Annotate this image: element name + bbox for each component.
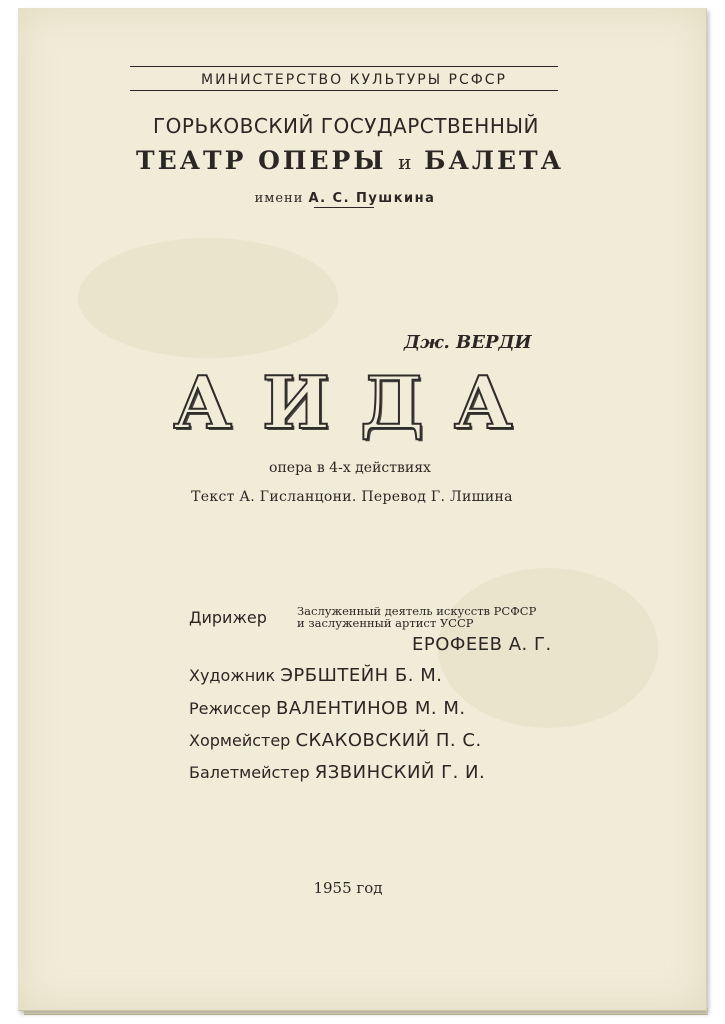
ballet-credit <box>189 762 485 783</box>
director-name: ВАЛЕНТИНОВ М. М. <box>276 698 466 719</box>
theatre-and: и <box>398 150 413 174</box>
conductor-name: ЕРОФЕЕВ А. Г. <box>412 634 552 655</box>
theatre-name-line2 <box>6 146 694 175</box>
named-person: А. С. Пушкина <box>308 191 436 206</box>
chorus-credit <box>189 730 482 751</box>
ministry-bottom-rule <box>130 90 558 91</box>
theatre-name-line1: ГОРЬКОВСКИЙ ГОСУДАРСТВЕННЫЙ <box>152 114 539 138</box>
ministry-top-rule <box>130 66 558 67</box>
director-credit <box>189 698 466 719</box>
theatre-ballet: БАЛЕТА <box>412 146 565 175</box>
chorus-name: СКАКОВСКИЙ П. С. <box>295 730 482 751</box>
opera-title-text: АИДА <box>173 360 543 445</box>
named-underline <box>314 207 374 208</box>
opera-subtitle: опера в 4-х действиях <box>269 460 431 476</box>
program-page <box>18 8 707 1011</box>
conductor-role: Дирижер <box>189 608 267 627</box>
libretto-credits: Текст А. Гисланцони. Перевод Г. Лишина <box>191 489 513 505</box>
chorus-role: Хормейстер <box>189 731 291 750</box>
ministry-heading: МИНИСТЕРСТВО КУЛЬТУРЫ РСФСР <box>201 72 507 88</box>
composer-name: Дж. ВЕРДИ <box>404 332 532 353</box>
artist-name: ЭРБШТЕЙН Б. М. <box>280 665 443 686</box>
named-prefix: имени <box>254 191 309 206</box>
paper-stain <box>78 238 338 358</box>
artist-credit <box>189 665 442 686</box>
director-role: Режиссер <box>189 699 271 718</box>
conductor-honor-line2: и заслуженный артист УССР <box>297 616 474 630</box>
artist-role: Художник <box>189 666 276 685</box>
theatre-named-after <box>1 191 689 206</box>
conductor-honor <box>297 605 536 629</box>
opera-title <box>14 360 702 445</box>
publication-year: 1955 год <box>313 879 383 897</box>
conductor-honor-line1: Заслуженный деятель искусств РСФСР <box>297 604 537 618</box>
ballet-role: Балетмейстер <box>189 763 310 782</box>
theatre-opera: ТЕАТР ОПЕРЫ <box>135 146 399 175</box>
ballet-name: ЯЗВИНСКИЙ Г. И. <box>314 762 486 783</box>
